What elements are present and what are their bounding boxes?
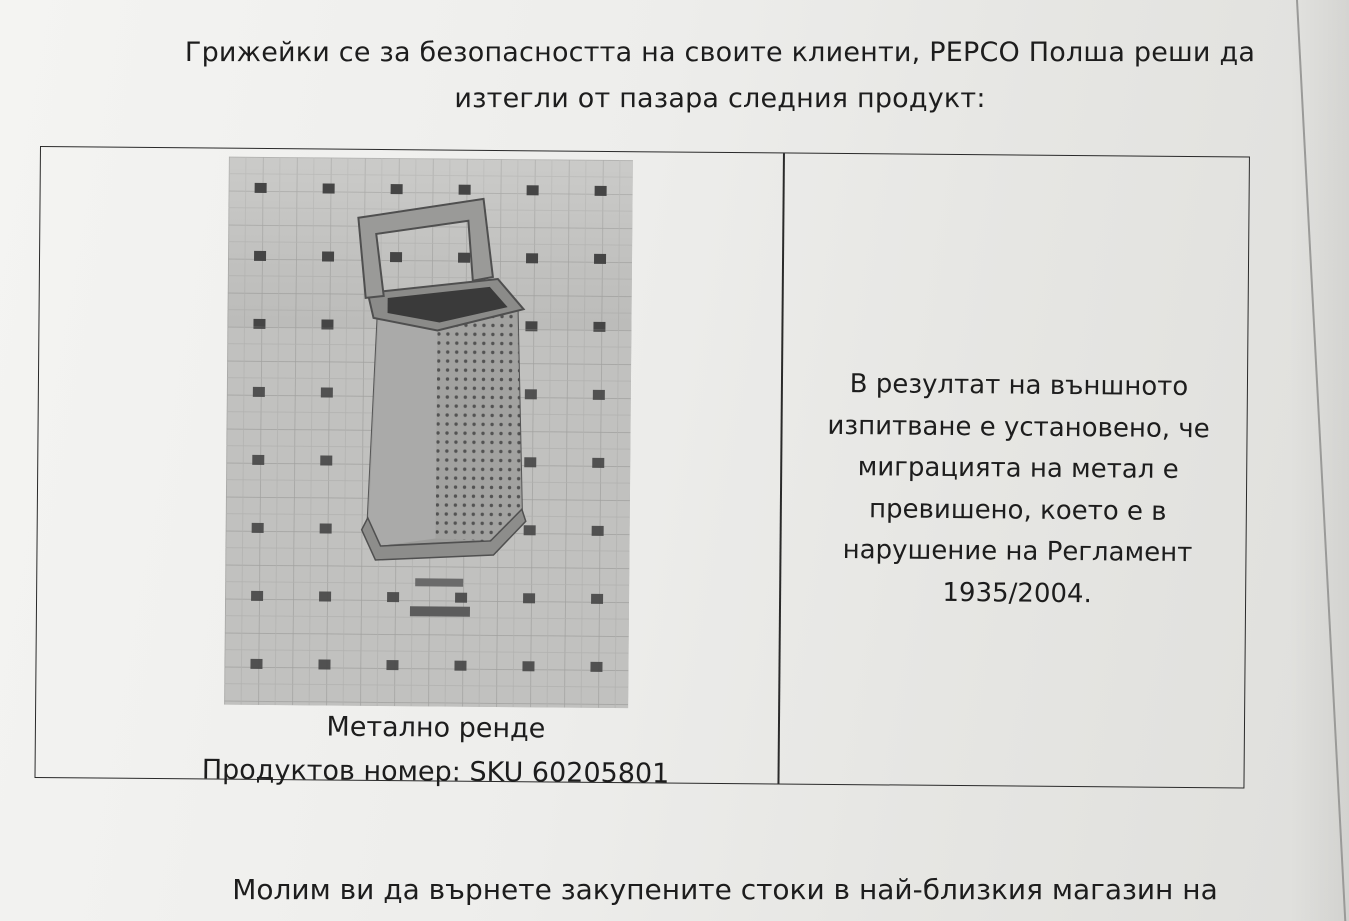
- return-instruction: Молим ви да върнете закупените стоки в най-близкия магазин на: [232, 873, 1218, 906]
- table-divider: [777, 153, 784, 783]
- product-caption: [95, 704, 776, 798]
- heading-line-1: Грижейки се за безопасността на своите клиенти, PEPCO Полша реши да: [184, 37, 1256, 68]
- notice-heading: [120, 30, 1320, 122]
- photo-drawing: [224, 157, 633, 709]
- product-table: [34, 146, 1249, 789]
- recall-reason: [797, 364, 1239, 617]
- heading-line-2: изтегли от пазара следния продукт:: [454, 83, 986, 114]
- reason-line-1: В резултат на външното: [849, 369, 1189, 403]
- reason-line-3: миграцията на метал е: [857, 452, 1179, 485]
- reason-line-2: изпитване е установено, че: [827, 410, 1210, 444]
- product-name: Метално ренде: [326, 711, 546, 745]
- reason-line-6: 1935/2004.: [942, 577, 1092, 609]
- reason-line-5: нарушение на Регламент: [842, 535, 1193, 569]
- paper-shadow: [1289, 0, 1349, 921]
- cheese-grater-photo: [224, 157, 633, 709]
- reason-line-4: превишено, което е в: [869, 493, 1167, 527]
- product-sku: Продуктов номер: SKU 60205801: [201, 754, 670, 790]
